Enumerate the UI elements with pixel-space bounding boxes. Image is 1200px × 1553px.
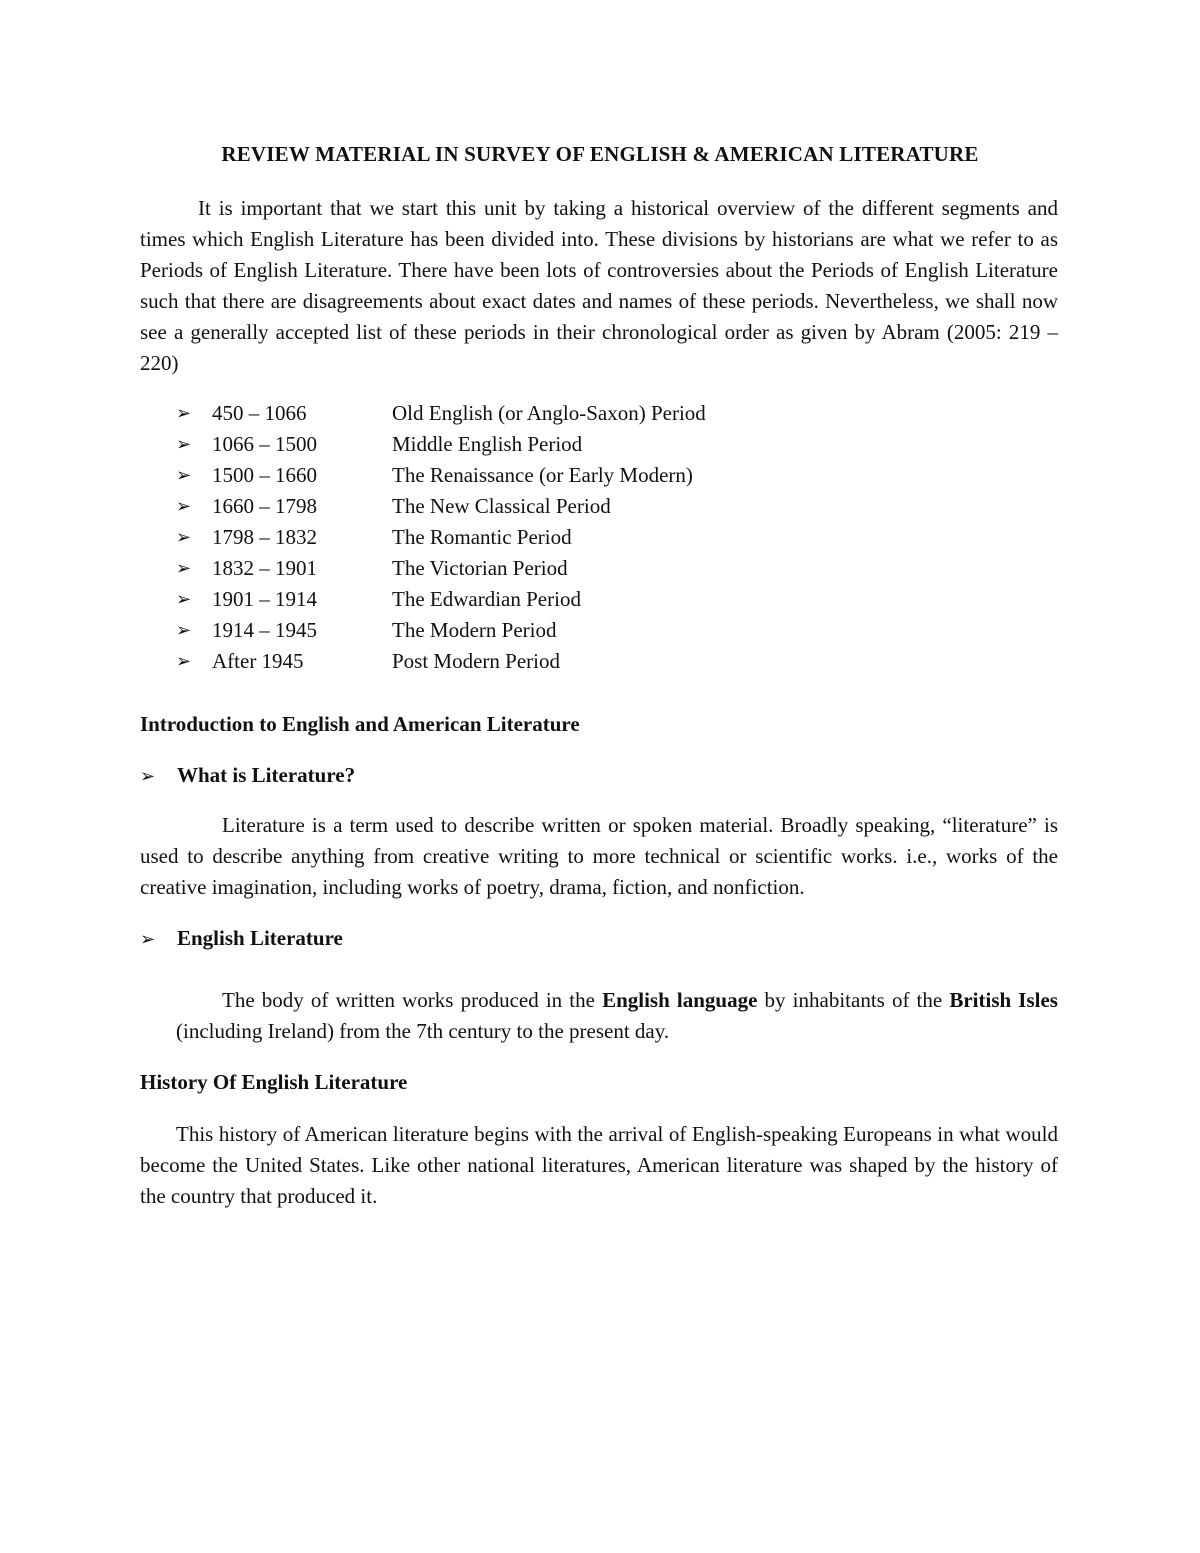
intro-heading: Introduction to English and American Literature — [140, 712, 580, 736]
period-name: Post Modern Period — [392, 649, 560, 673]
period-range: 1798 – 1832 — [212, 525, 317, 549]
period-name: The Modern Period — [392, 618, 557, 642]
period-name: The Victorian Period — [392, 556, 568, 580]
period-name: The New Classical Period — [392, 494, 611, 518]
arrow-bullet-icon: ➢ — [176, 589, 192, 609]
period-name: Old English (or Anglo-Saxon) Period — [392, 401, 706, 425]
arrow-bullet-icon: ➢ — [176, 651, 192, 671]
intro-paragraph: It is important that we start this unit by taking a historical overview of the different segments and times which English Literature has been divided into. These divisions by historians are what we refer to as Periods of English Literature. There have been lots of controversies about the Periods of English Literature such that there are disagreements about exact dates and names of these periods. Nevertheless, we shall now see a generally accepted list of these periods in their chronological order as given by Abram (2005: 219 – 220) — [140, 196, 1058, 375]
period-name: The Renaissance (or Early Modern) — [392, 463, 693, 487]
english-literature-text-2: by inhabitants of the — [757, 988, 950, 1012]
arrow-bullet-icon: ➢ — [176, 527, 192, 547]
english-language-bold: English language — [602, 988, 758, 1012]
period-range: 1660 – 1798 — [212, 494, 317, 518]
arrow-bullet-icon: ➢ — [176, 465, 192, 485]
arrow-bullet-icon: ➢ — [176, 496, 192, 516]
period-range: 1066 – 1500 — [212, 432, 317, 456]
arrow-bullet-icon: ➢ — [176, 620, 192, 640]
english-literature-text-3: (including Ireland) from the 7th century to the present day. — [176, 1019, 670, 1043]
history-heading: History Of English Literature — [140, 1070, 408, 1094]
period-name: The Edwardian Period — [392, 587, 581, 611]
period-range: After 1945 — [212, 649, 304, 673]
arrow-bullet-icon: ➢ — [176, 403, 192, 423]
history-paragraph: This history of American literature begins with the arrival of English-speaking Europeans in what would become the United States. Like other national literatures, American literature was shaped by the history of the country that produced it. — [140, 1122, 1058, 1208]
period-range: 1901 – 1914 — [212, 587, 317, 611]
period-name: Middle English Period — [392, 432, 583, 456]
arrow-bullet-icon: ➢ — [140, 929, 156, 949]
period-range: 450 – 1066 — [212, 401, 307, 425]
english-literature-text-1: The body of written works produced in the — [222, 988, 603, 1012]
period-range: 1914 – 1945 — [212, 618, 317, 642]
arrow-bullet-icon: ➢ — [140, 766, 156, 786]
arrow-bullet-icon: ➢ — [176, 558, 192, 578]
period-range: 1500 – 1660 — [212, 463, 317, 487]
english-literature-paragraph — [176, 985, 1058, 1047]
english-literature-heading — [140, 923, 343, 955]
period-range: 1832 – 1901 — [212, 556, 317, 580]
english-literature-label: English Literature — [177, 926, 343, 950]
document-title: REVIEW MATERIAL IN SURVEY OF ENGLISH & AMERICAN LITERATURE — [221, 142, 979, 166]
period-name: The Romantic Period — [392, 525, 572, 549]
british-isles-bold: British Isles — [949, 988, 1058, 1012]
arrow-bullet-icon: ➢ — [176, 434, 192, 454]
literature-definition-paragraph: Literature is a term used to describe written or spoken material. Broadly speaking, “literature” is used to describe anything from creative writing to more technical or scientific works. i.e., works of the creative imagination, including works of poetry, drama, fiction, and nonfiction. — [140, 813, 1058, 899]
what-is-literature-heading — [140, 760, 355, 792]
what-is-literature-label: What is Literature? — [177, 763, 356, 787]
